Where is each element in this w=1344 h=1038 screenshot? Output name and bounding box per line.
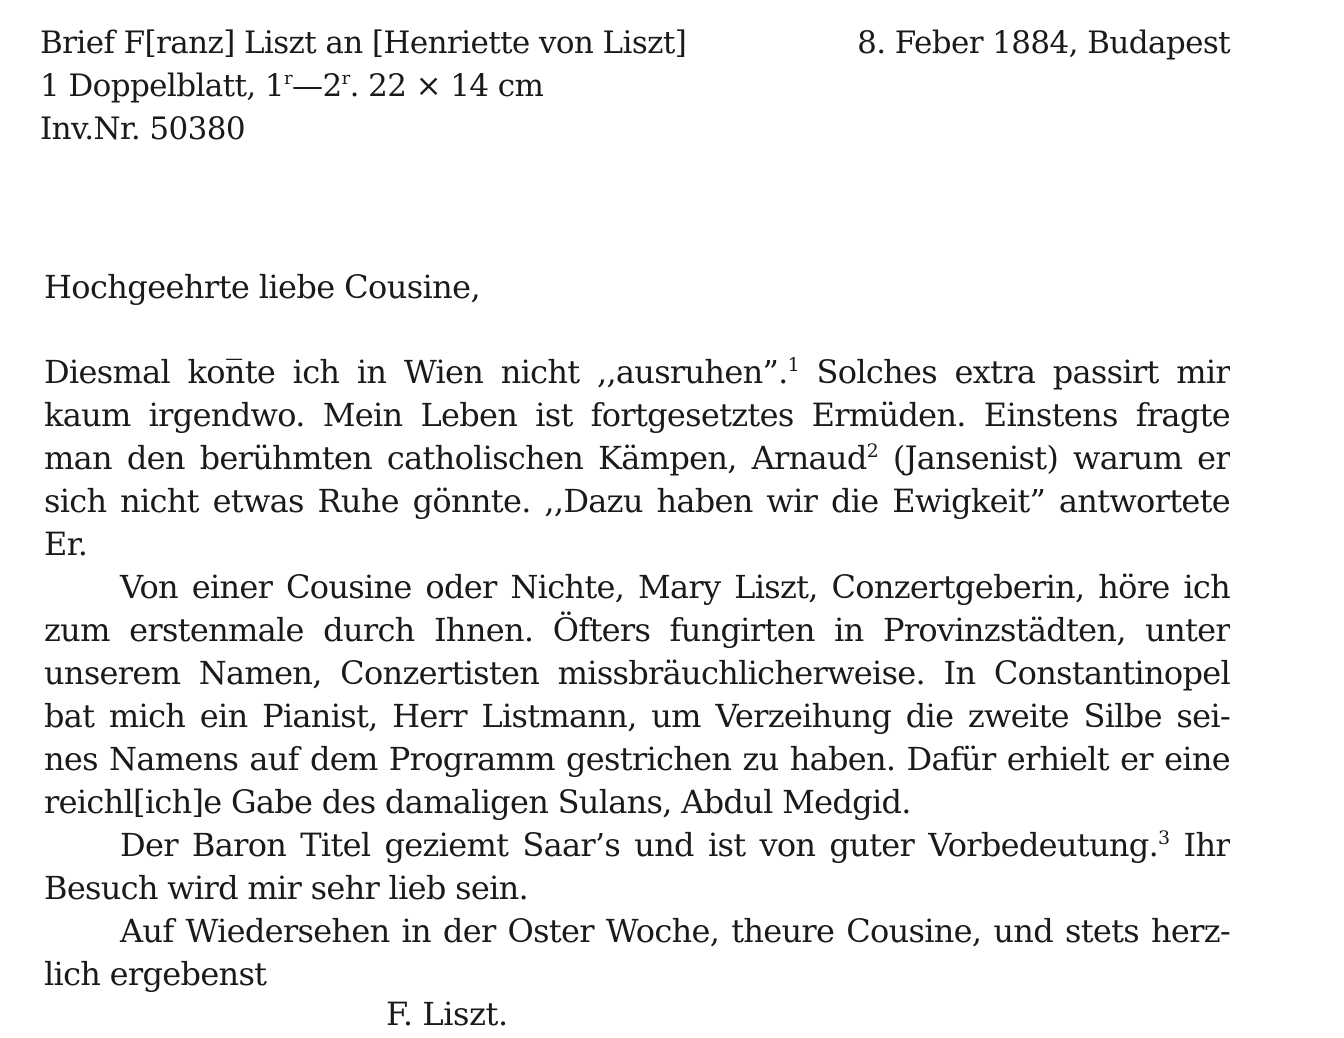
document-header xyxy=(40,22,1230,151)
body-line: bat mich ein Pianist, Herr Listmann, um Verzeihung die zweite Silbe sei- xyxy=(44,697,1230,735)
body-line: reichl[ich]e Gabe des damaligen Sulans, Abdul Medgid. xyxy=(44,783,911,821)
footnote-marker: 3 xyxy=(1158,827,1170,849)
body-line: Diesmal kon̅te ich in Wien nicht ,,ausruhen”.$^1$ Solches extra passirt mir xyxy=(44,353,1230,391)
body-line: Der Baron Titel geziemt Saar’s und ist von guter Vorbedeutung.$^3$ Ihr xyxy=(120,826,1230,864)
body-line: man den berühmten catholischen Kämpen, Arnaud$^2$ (Jansenist) warum er xyxy=(44,439,1230,477)
letter-salutation: Hochgeehrte liebe Cousine, xyxy=(44,268,481,306)
footnote-marker: 1 xyxy=(787,354,800,376)
letter-date-place: 8. Feber 1884, Budapest xyxy=(857,25,1230,61)
body-line: nes Namens auf dem Programm gestrichen zu haben. Dafür erhielt er eine xyxy=(44,740,1230,778)
body-line: Er. xyxy=(44,525,88,563)
body-line: unserem Namen, Conzertisten missbräuchlicherweise. In Constantinopel xyxy=(44,654,1230,692)
physical-extent: 1 Doppelblatt, 1$^r$—2$^r$. 22 × 14 cm xyxy=(40,68,544,104)
inventory-number: Inv.Nr. 50380 xyxy=(40,111,245,147)
body-line: lich ergebenst xyxy=(44,955,267,993)
body-line: kaum irgendwo. Mein Leben ist fortgesetztes Ermüden. Einstens fragte xyxy=(44,396,1230,434)
body-line: sich nicht etwas Ruhe gönnte. ,,Dazu haben wir die Ewigkeit” antwortete xyxy=(44,482,1230,520)
body-line: zum erstenmale durch Ihnen. Öfters fungirten in Provinzstädten, unter xyxy=(44,611,1230,649)
body-line: Auf Wiedersehen in der Oster Woche, theure Cousine, und stets herz- xyxy=(120,912,1230,950)
body-line: Besuch wird mir sehr lieb sein. xyxy=(44,869,528,907)
footnote-marker: 2 xyxy=(866,440,878,462)
letter-signature: F. Liszt. xyxy=(386,995,508,1033)
letter-title: Brief F[ranz] Liszt an [Henriette von Liszt] xyxy=(40,25,687,61)
letter-body xyxy=(44,351,1230,996)
body-line: Von einer Cousine oder Nichte, Mary Liszt, Conzertgeberin, höre ich xyxy=(120,568,1230,606)
